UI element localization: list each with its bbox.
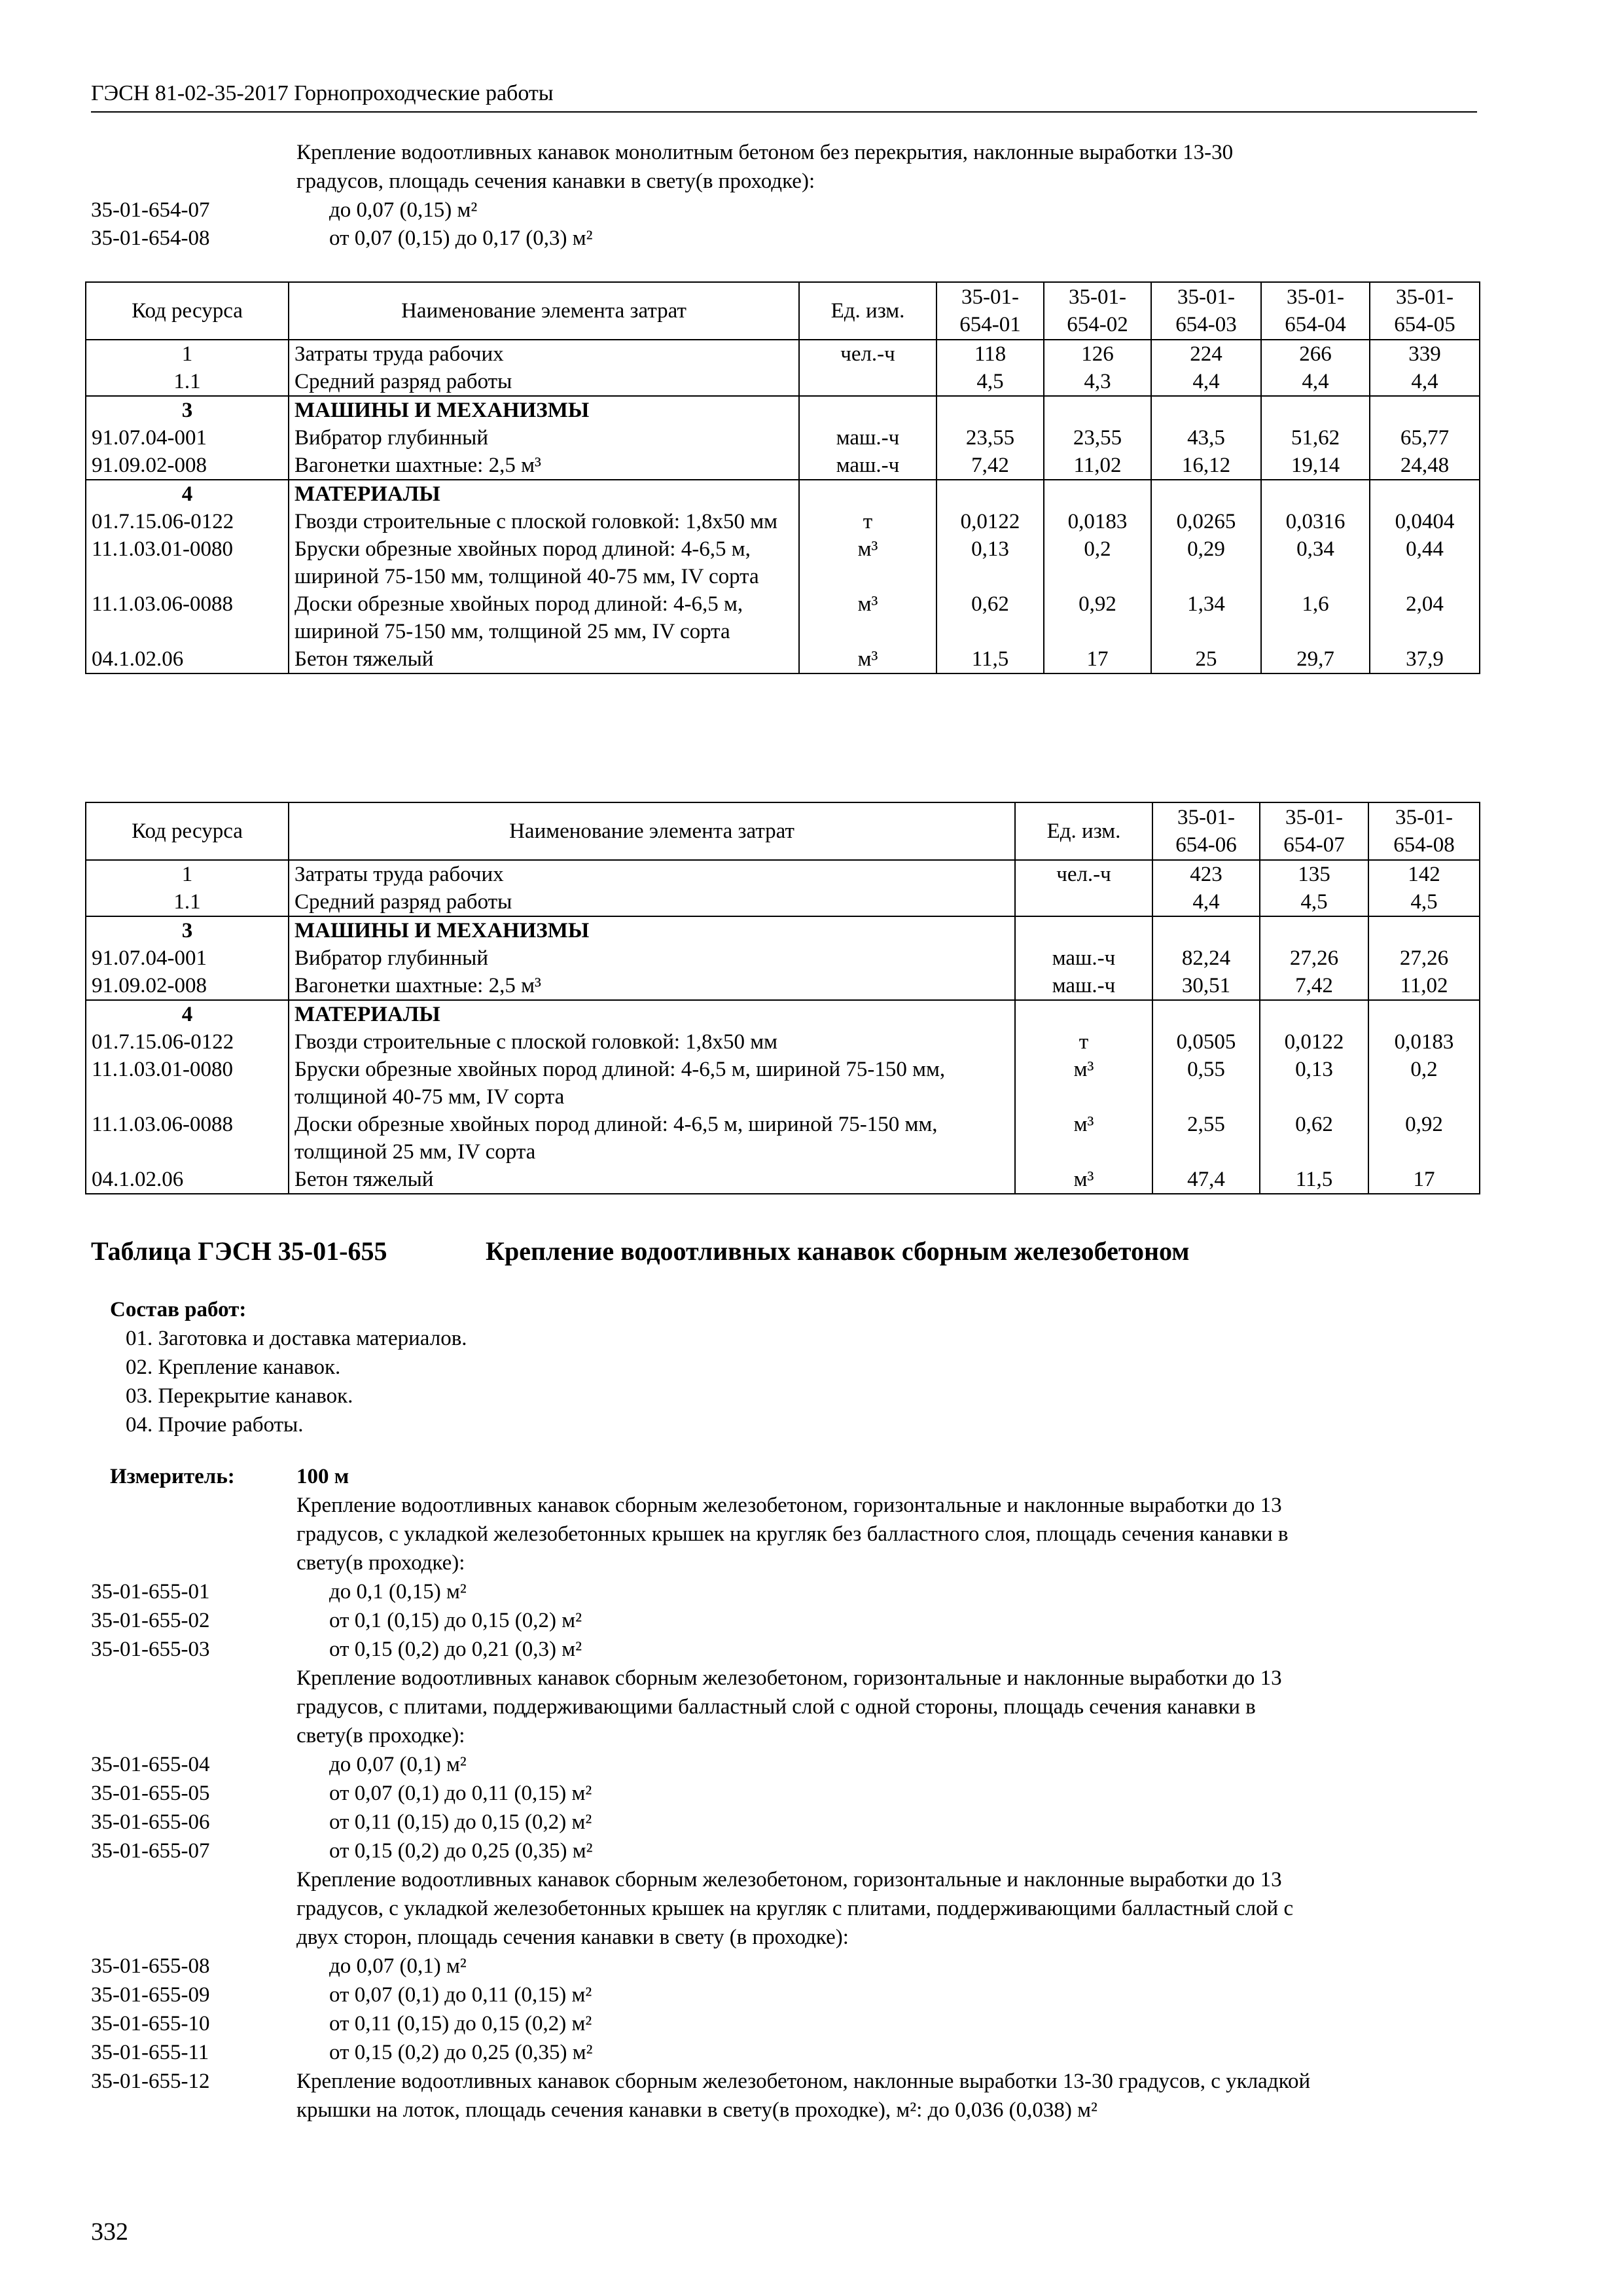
- rate-code: 35-01-655-02: [91, 1609, 210, 1632]
- header-unit: Ед. изм.: [799, 282, 936, 340]
- group-description: Крепление водоотливных канавок сборным железобетоном, горизонтальные и наклонные выработки до 13: [296, 1666, 1282, 1690]
- rate-code: 35-01-655-12: [91, 2070, 210, 2093]
- composition-item: 02. Крепление канавок.: [126, 1355, 341, 1379]
- rate-text: до 0,1 (0,15) м²: [329, 1580, 467, 1604]
- intro-line-2: градусов, площадь сечения канавки в свету(в проходке):: [296, 170, 815, 193]
- rate-text: от 0,15 (0,2) до 0,25 (0,35) м²: [329, 1839, 593, 1863]
- rate-text: от 0,07 (0,15) до 0,17 (0,3) м²: [329, 226, 593, 250]
- header-rate-7: 35-01- 654-07: [1260, 802, 1368, 860]
- resource-table-654-06-08: [85, 802, 1480, 1194]
- table-section-row: 3 МАШИНЫ И МЕХАНИЗМЫ: [86, 396, 1480, 424]
- table-row: 04.1.02.06 Бетон тяжелый м³ 11,5 17 25 29,7 37,9: [86, 645, 1480, 673]
- group-description: градусов, с плитами, поддерживающими балластный слой с одной стороны, площадь сечения канавки в: [296, 1695, 1256, 1719]
- rate-text: от 0,07 (0,1) до 0,11 (0,15) м²: [329, 1782, 592, 1805]
- intro-line-1: Крепление водоотливных канавок монолитным бетоном без перекрытия, наклонные выработки 13-30: [296, 141, 1234, 164]
- header-unit: Ед. изм.: [1015, 802, 1152, 860]
- table-row: 91.07.04-001 Вибратор глубинный маш.-ч 23,55 23,55 43,5 51,62 65,77: [86, 424, 1480, 452]
- rate-description: крышки на лоток, площадь сечения канавки в свету(в проходке), м²: до 0,036 (0,038) м²: [296, 2098, 1097, 2122]
- rate-text: от 0,15 (0,2) до 0,25 (0,35) м²: [329, 2041, 593, 2064]
- rate-text: до 0,07 (0,1) м²: [329, 1753, 467, 1776]
- header-name: Наименование элемента затрат: [289, 802, 1015, 860]
- rate-code: 35-01-655-06: [91, 1810, 210, 1834]
- measure-label: Измеритель:: [110, 1465, 235, 1488]
- group-description: свету(в проходке):: [296, 1724, 465, 1748]
- table-section-row: 3 МАШИНЫ И МЕХАНИЗМЫ: [86, 916, 1480, 944]
- composition-item: 01. Заготовка и доставка материалов.: [126, 1327, 467, 1350]
- resource-table-654-01-05: [85, 281, 1480, 674]
- header-rate-6: 35-01- 654-06: [1152, 802, 1260, 860]
- table-row: 91.09.02-008 Вагонетки шахтные: 2,5 м³ маш.-ч 7,42 11,02 16,12 19,14 24,48: [86, 452, 1480, 480]
- header-rate-1: 35-01- 654-01: [936, 282, 1044, 340]
- running-header: [91, 79, 1477, 113]
- table-row: 1.1 Средний разряд работы 4,4 4,5 4,5: [86, 888, 1480, 916]
- group-description: Крепление водоотливных канавок сборным железобетоном, горизонтальные и наклонные выработки до 13: [296, 1868, 1282, 1892]
- rate-text: от 0,15 (0,2) до 0,21 (0,3) м²: [329, 1638, 582, 1661]
- group-description: градусов, с укладкой железобетонных крышек на кругляк с плитами, поддерживающими балластный слой с: [296, 1897, 1294, 1920]
- table-label: Таблица ГЭСН 35-01-655: [91, 1236, 387, 1266]
- rate-description: Крепление водоотливных канавок сборным железобетоном, наклонные выработки 13-30 градусов, с укладкой: [296, 2070, 1311, 2093]
- table-title: Крепление водоотливных канавок сборным железобетоном: [486, 1236, 1190, 1266]
- table-row: 1.1 Средний разряд работы 4,5 4,3 4,4 4,4 4,4: [86, 368, 1480, 396]
- table-section-row: 4 МАТЕРИАЛЫ: [86, 1000, 1480, 1028]
- rate-text: от 0,1 (0,15) до 0,15 (0,2) м²: [329, 1609, 582, 1632]
- group-description: двух сторон, площадь сечения канавки в свету (в проходке):: [296, 1926, 849, 1949]
- page-number: 332: [91, 2218, 128, 2246]
- table-row: 11.1.03.01-0080 Бруски обрезные хвойных пород длиной: 4-6,5 м, шириной 75-150 мм, толщиной 40-75 мм, IV сорта м³ 0,55 0,13 0,2: [86, 1056, 1480, 1111]
- rate-code: 35-01-655-10: [91, 2012, 210, 2036]
- table-row: 11.1.03.01-0080 Бруски обрезные хвойных пород длиной: 4-6,5 м, шириной 75-150 мм, толщиной 40-75 мм, IV сорта м³ 0,13 0,2 0,29 0,34 0,44: [86, 535, 1480, 590]
- header-name: Наименование элемента затрат: [289, 282, 799, 340]
- header-code: Код ресурса: [86, 282, 289, 340]
- table-row: 01.7.15.06-0122 Гвозди строительные с плоской головкой: 1,8x50 мм т 0,0505 0,0122 0,0183: [86, 1028, 1480, 1056]
- rate-text: от 0,07 (0,1) до 0,11 (0,15) м²: [329, 1983, 592, 2007]
- group-description: Крепление водоотливных канавок сборным железобетоном, горизонтальные и наклонные выработки до 13: [296, 1494, 1282, 1517]
- table-row: 11.1.03.06-0088 Доски обрезные хвойных пород длиной: 4-6,5 м, шириной 75-150 мм, толщиной 25 мм, IV сорта м³ 2,55 0,62 0,92: [86, 1111, 1480, 1166]
- composition-label: Состав работ:: [110, 1298, 247, 1321]
- header-code: Код ресурса: [86, 802, 289, 860]
- rate-text: от 0,11 (0,15) до 0,15 (0,2) м²: [329, 1810, 592, 1834]
- rate-code: 35-01-655-07: [91, 1839, 210, 1863]
- composition-item: 03. Перекрытие канавок.: [126, 1384, 353, 1408]
- rate-code: 35-01-655-03: [91, 1638, 210, 1661]
- rate-text: до 0,07 (0,1) м²: [329, 1954, 467, 1978]
- table-row: 1 Затраты труда рабочих чел.-ч 118 126 224 266 339: [86, 340, 1480, 368]
- header-rate-5: 35-01- 654-05: [1370, 282, 1480, 340]
- measure-value: 100 м: [296, 1465, 349, 1488]
- header-rate-4: 35-01- 654-04: [1261, 282, 1370, 340]
- table-row: 04.1.02.06 Бетон тяжелый м³ 47,4 11,5 17: [86, 1166, 1480, 1194]
- group-description: свету(в проходке):: [296, 1551, 465, 1575]
- table-row: 91.09.02-008 Вагонетки шахтные: 2,5 м³ маш.-ч 30,51 7,42 11,02: [86, 972, 1480, 1000]
- header-rate-2: 35-01- 654-02: [1044, 282, 1151, 340]
- table-row: 91.07.04-001 Вибратор глубинный маш.-ч 82,24 27,26 27,26: [86, 944, 1480, 972]
- table-row: 11.1.03.06-0088 Доски обрезные хвойных пород длиной: 4-6,5 м, шириной 75-150 мм, толщиной 25 мм, IV сорта м³ 0,62 0,92 1,34 1,6 2,04: [86, 590, 1480, 645]
- rate-code: 35-01-655-09: [91, 1983, 210, 2007]
- rate-text: от 0,11 (0,15) до 0,15 (0,2) м²: [329, 2012, 592, 2036]
- group-description: градусов, с укладкой железобетонных крышек на кругляк без балластного слоя, площадь сечения канавки в: [296, 1522, 1289, 1546]
- composition-item: 04. Прочие работы.: [126, 1413, 304, 1437]
- table-row: 1 Затраты труда рабочих чел.-ч 423 135 142: [86, 860, 1480, 888]
- header-title: ГЭСН 81-02-35-2017 Горнопроходческие работы: [91, 81, 554, 105]
- rate-text: до 0,07 (0,15) м²: [329, 198, 478, 222]
- table-row: 01.7.15.06-0122 Гвозди строительные с плоской головкой: 1,8x50 мм т 0,0122 0,0183 0,0265 0,0316 0,0404: [86, 508, 1480, 535]
- rate-code: 35-01-655-11: [91, 2041, 209, 2064]
- rate-code: 35-01-654-08: [91, 226, 210, 250]
- header-rate-3: 35-01- 654-03: [1151, 282, 1261, 340]
- rate-code: 35-01-655-01: [91, 1580, 210, 1604]
- table-section-row: 4 МАТЕРИАЛЫ: [86, 480, 1480, 508]
- rate-code: 35-01-655-08: [91, 1954, 210, 1978]
- rate-code: 35-01-655-05: [91, 1782, 210, 1805]
- rate-code: 35-01-654-07: [91, 198, 210, 222]
- rate-code: 35-01-655-04: [91, 1753, 210, 1776]
- header-rate-8: 35-01- 654-08: [1368, 802, 1480, 860]
